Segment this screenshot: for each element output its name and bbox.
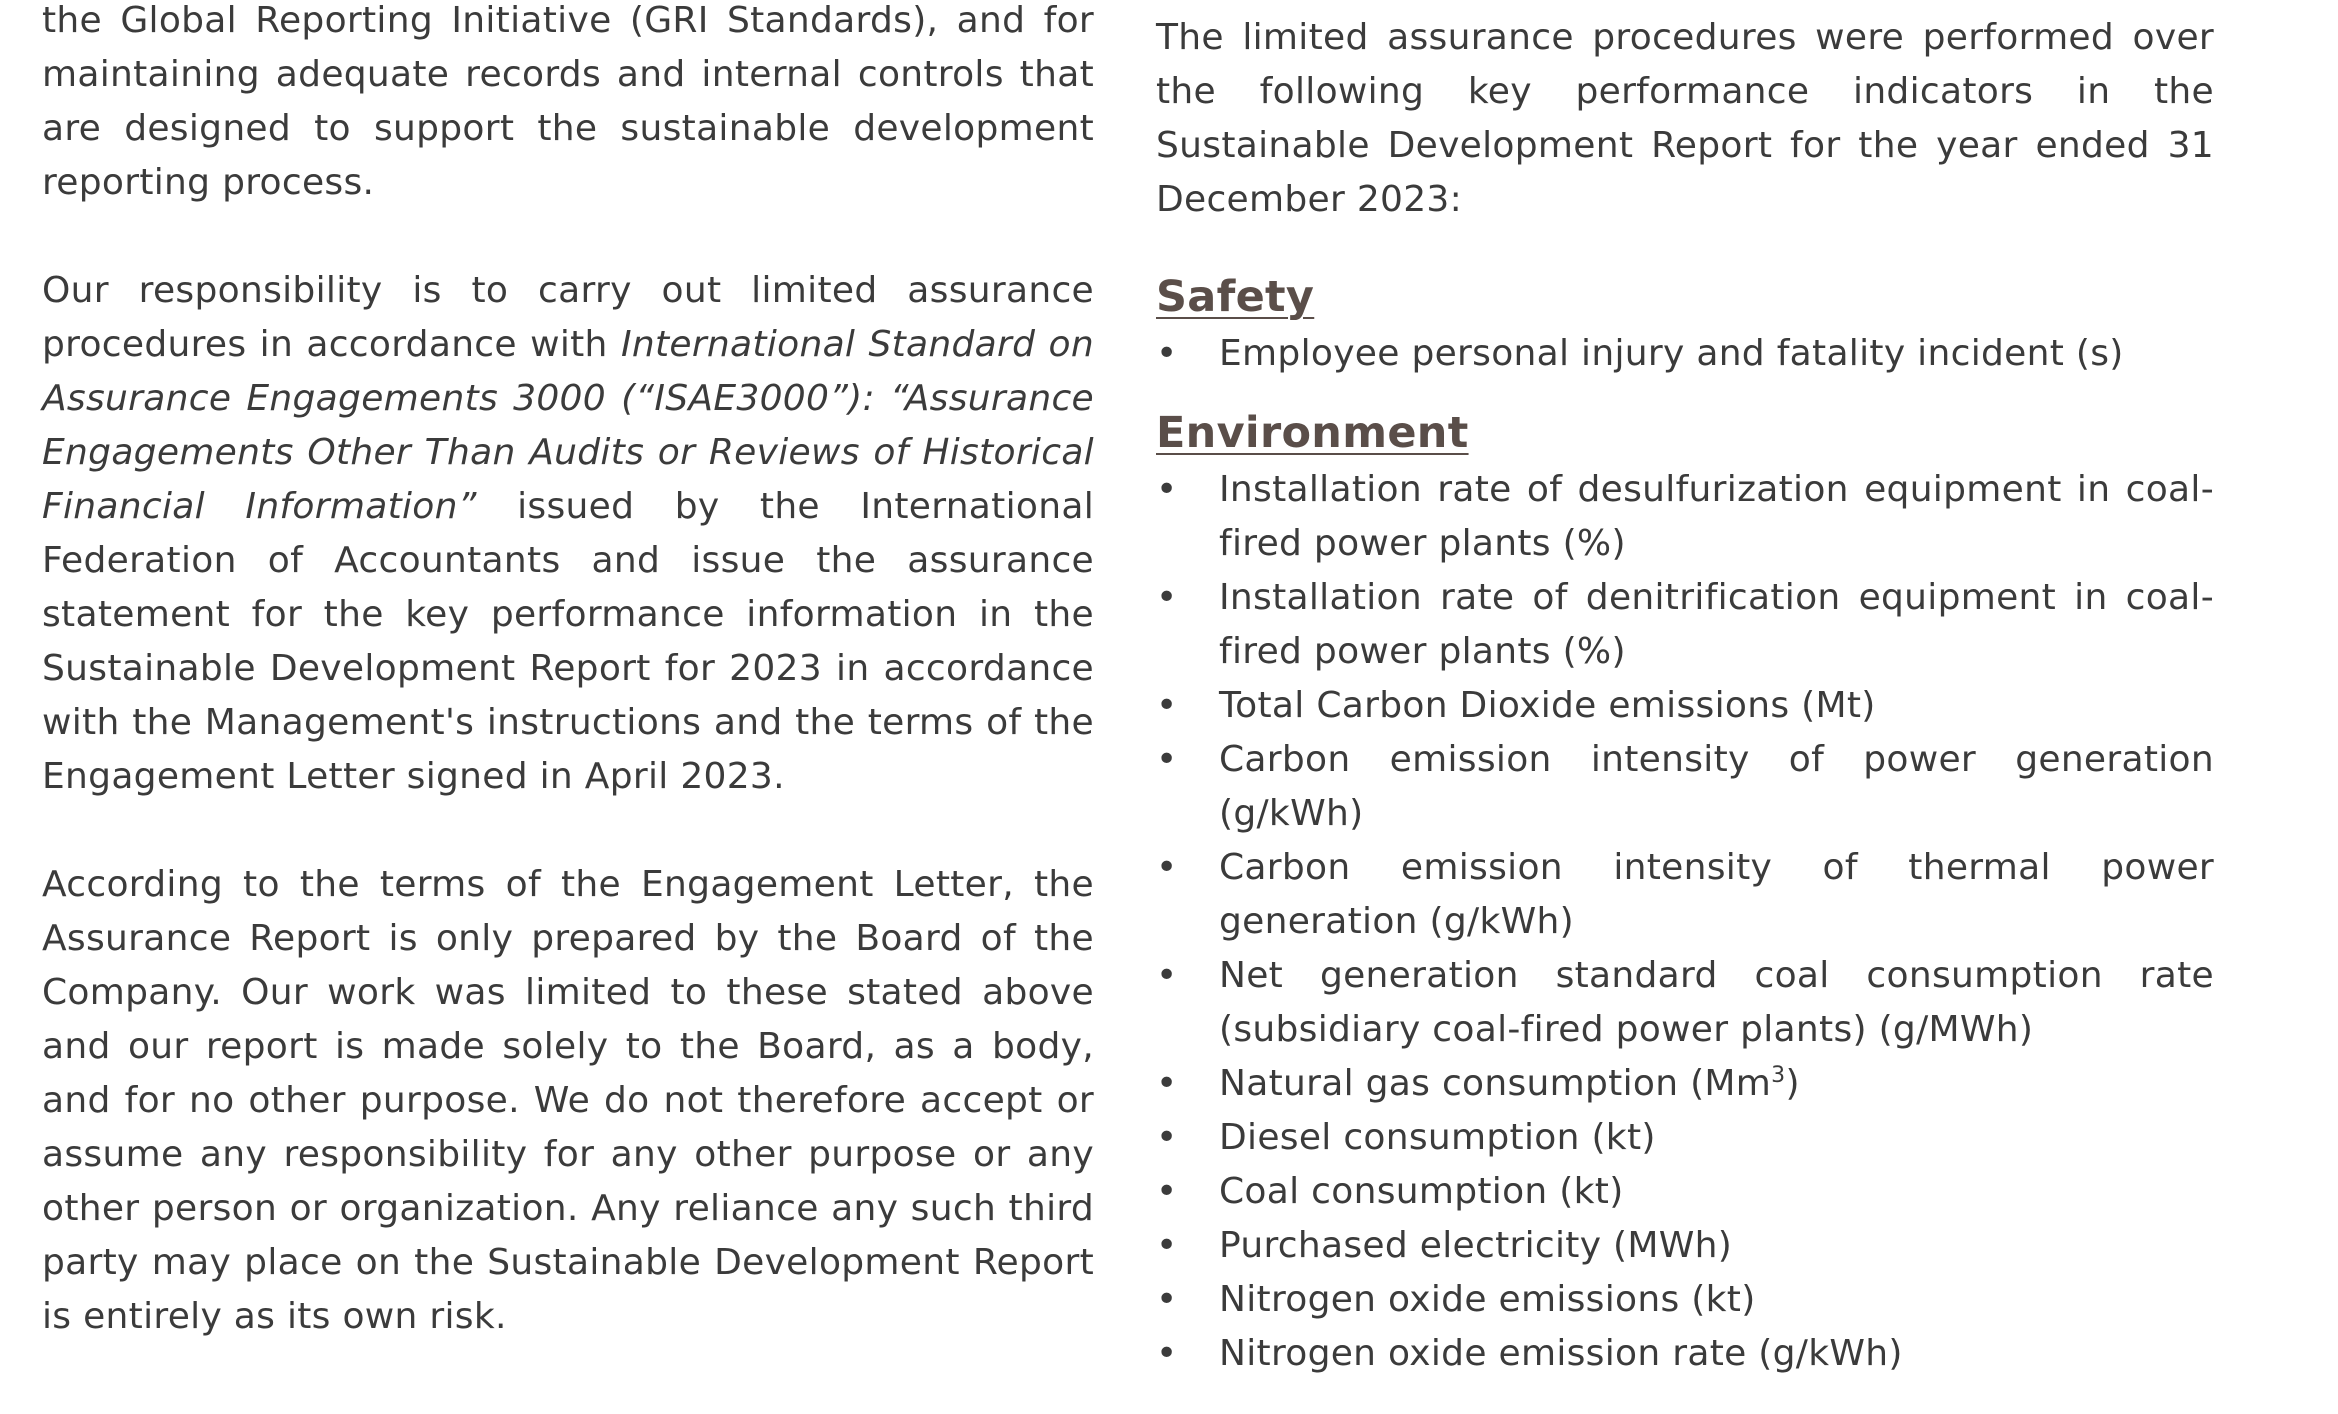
list-item-text: Coal consumption (kt) <box>1219 1171 1624 1212</box>
list-item <box>1156 463 2214 571</box>
list-item <box>1156 1327 2214 1381</box>
bullet-icon: • <box>1156 739 1178 780</box>
bullet-icon: • <box>1156 469 1178 510</box>
isae3000-standard-title: International Standard on Assurance Engagements 3000 (“ISAE3000”): “Assurance Engagements Other Than Audits or Reviews of Historical Financial Information” <box>42 324 1094 527</box>
paragraph-kpi-intro: The limited assurance procedures were performed over the following key performance indicators in the Sustainable Development Report for the year ended 31 December 2023: <box>1156 17 2214 220</box>
list-item <box>1156 1219 2214 1273</box>
bullet-icon: • <box>1156 577 1178 618</box>
list-item-text: Nitrogen oxide emission rate (g/kWh) <box>1219 1333 1903 1374</box>
list-item <box>1156 679 2214 733</box>
environment-kpi-list <box>1156 463 2214 1381</box>
paragraph-responsibility-directors: the Global Reporting Initiative (GRI Standards), and for maintaining adequate records and internal controls that are designed to support the sustainable development reporting process. <box>42 0 1094 203</box>
bullet-icon: • <box>1156 847 1178 888</box>
list-item-text-close: ) <box>1785 1063 1800 1104</box>
bullet-icon: • <box>1156 955 1178 996</box>
left-column <box>42 0 1094 1344</box>
bullet-icon: • <box>1156 1063 1178 1104</box>
bullet-icon: • <box>1156 1117 1178 1158</box>
list-item-text: Purchased electricity (MWh) <box>1219 1225 1733 1266</box>
list-item <box>1156 1165 2214 1219</box>
bullet-icon: • <box>1156 333 1178 374</box>
superscript-3: 3 <box>1771 1063 1786 1088</box>
paragraph-our-responsibility-start: Our responsibility is to carry out limited assurance procedures in accordance with <box>42 270 1094 365</box>
list-item-text: Installation rate of desulfurization equipment in coal-fired power plants (%) <box>1219 469 2214 564</box>
list-item-text: Natural gas consumption (Mm <box>1219 1063 1772 1104</box>
bullet-icon: • <box>1156 1171 1178 1212</box>
bullet-icon: • <box>1156 685 1178 726</box>
list-item-text: Total Carbon Dioxide emissions (Mt) <box>1219 685 1876 726</box>
list-item <box>1156 1111 2214 1165</box>
list-item-text: Net generation standard coal consumption rate (subsidiary coal-fired power plants) (g/MWh) <box>1219 955 2214 1050</box>
list-item-natural-gas <box>1156 1057 2214 1111</box>
list-item-text: Nitrogen oxide emissions (kt) <box>1219 1279 1756 1320</box>
list-item-text: Installation rate of denitrification equipment in coal-fired power plants (%) <box>1219 577 2214 672</box>
bullet-icon: • <box>1156 1225 1178 1266</box>
list-item-text: Carbon emission intensity of power generation (g/kWh) <box>1219 739 2214 834</box>
safety-heading: Safety <box>1156 272 1315 322</box>
list-item <box>1156 841 2214 949</box>
list-item-text: Diesel consumption (kt) <box>1219 1117 1656 1158</box>
safety-kpi-list <box>1156 327 2214 381</box>
bullet-icon: • <box>1156 1333 1178 1374</box>
list-item-text: Carbon emission intensity of thermal power generation (g/kWh) <box>1219 847 2214 942</box>
paragraph-engagement-terms: According to the terms of the Engagement Letter, the Assurance Report is only prepared by the Board of the Company. Our work was limited to these stated above and our report is made solely to the Board, as a body, and for no other purpose. We do not therefore accept or assume any responsibility for any other purpose or any other person or organization. Any reliance any such third party may place on the Sustainable Development Report is entirely as its own risk. <box>42 864 1094 1337</box>
environment-heading: Environment <box>1156 408 1469 458</box>
list-item <box>1156 733 2214 841</box>
right-column <box>1156 0 2214 1381</box>
paragraph-our-responsibility <box>42 264 1094 804</box>
list-item-text: Employee personal injury and fatality incident (s) <box>1219 333 2124 374</box>
list-item <box>1156 1273 2214 1327</box>
list-item <box>1156 949 2214 1057</box>
paragraph-our-responsibility-end: issued by the International Federation of Accountants and issue the assurance statement for the key performance information in the Sustainable Development Report for 2023 in accordance with the Management's instructions and the terms of the Engagement Letter signed in April 2023. <box>42 486 1094 797</box>
list-item <box>1156 327 2214 381</box>
bullet-icon: • <box>1156 1279 1178 1320</box>
list-item <box>1156 571 2214 679</box>
